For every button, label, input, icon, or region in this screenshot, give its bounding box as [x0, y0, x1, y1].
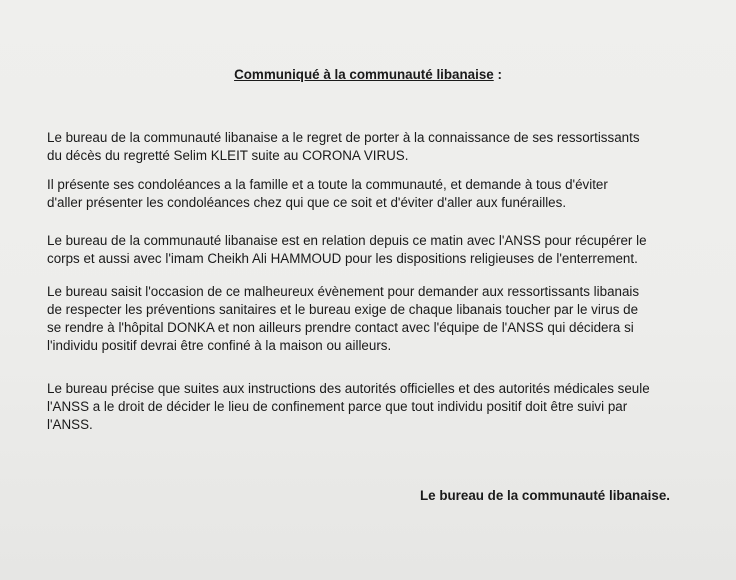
- paragraph-2: [47, 176, 707, 212]
- title-colon: :: [493, 67, 502, 82]
- paragraph-3: [47, 232, 707, 268]
- paragraph-5: [47, 380, 707, 434]
- paragraph-line: Le bureau saisit l'occasion de ce malheureux évènement pour demander aux ressortissants libanais: [47, 284, 640, 299]
- paragraph-line: Il présente ses condoléances a la famille et a toute la communauté, et demande à tous d'éviter: [47, 177, 608, 192]
- document-title: [0, 66, 736, 84]
- paragraph-line: Le bureau de la communauté libanaise a le regret de porter à la connaissance de ses ressortissants: [47, 130, 640, 145]
- paragraph-line: l'ANSS.: [47, 417, 93, 432]
- paragraph-line: d'aller présenter les condoléances chez qui que ce soit et d'éviter d'aller aux funérailles.: [47, 195, 567, 210]
- paragraph-line: l'individu positif devrai être confiné à la maison ou ailleurs.: [47, 338, 392, 353]
- title-text: Communiqué à la communauté libanaise: [234, 67, 494, 82]
- paragraph-4: [47, 283, 707, 355]
- paragraph-line: Le bureau précise que suites aux instructions des autorités officielles et des autorités médicales seule: [47, 381, 650, 396]
- paragraph-line: se rendre à l'hôpital DONKA et non ailleurs prendre contact avec l'équipe de l'ANSS qui décidera si: [47, 320, 634, 335]
- paragraph-line: Le bureau de la communauté libanaise est en relation depuis ce matin avec l'ANSS pour récupérer le: [47, 233, 647, 248]
- signature: Le bureau de la communauté libanaise.: [419, 488, 670, 503]
- paragraph-line: du décès du regretté Selim KLEIT suite au CORONA VIRUS.: [47, 148, 409, 163]
- paragraph-line: corps et aussi avec l'imam Cheikh Ali HAMMOUD pour les dispositions religieuses de l'enterrement.: [47, 251, 638, 266]
- paragraph-line: l'ANSS a le droit de décider le lieu de confinement parce que tout individu positif doit être suivi par: [47, 399, 628, 414]
- paragraph-1: [47, 129, 707, 165]
- paragraph-line: de respecter les préventions sanitaires et le bureau exige de chaque libanais toucher par le virus de: [47, 302, 639, 317]
